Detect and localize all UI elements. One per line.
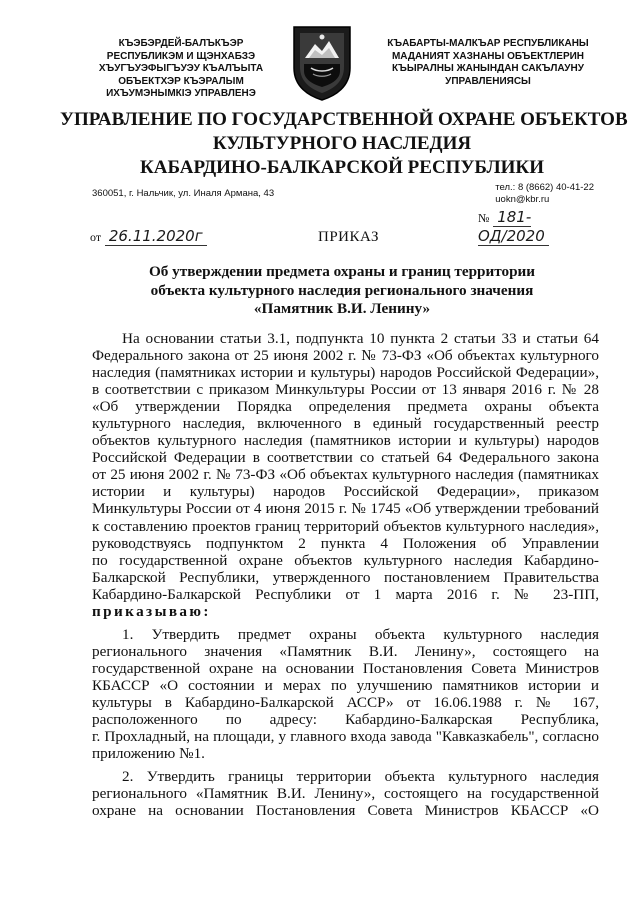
- text-line: 2. Утвердить границы территории объекта культурного наследия: [122, 768, 599, 786]
- order-date: [90, 227, 207, 246]
- text-line: Федерального закона от 25 июня 2002 г. № 73-ФЗ «Об объектах культурного: [92, 347, 599, 365]
- text-line: по государственной охране объектов культурного наследия Кабардино-: [92, 551, 599, 569]
- email-address: uokn@kbr.ru: [495, 194, 550, 205]
- header-kabardian: [88, 38, 274, 101]
- text-line: в соответствии с приказом Минкультуры России от 13 января 2016 г. № 28: [92, 381, 599, 399]
- text-line: Минкультуры России от 4 июня 2015 г. № 1745 «Об утверждении требований: [92, 500, 599, 518]
- header-right-line: УПРАВЛЕНИЯСЫ: [445, 75, 531, 87]
- text-line: к составлению проектов границ территорий объектов культурного наследия»,: [92, 517, 599, 535]
- text-line: государственной охране на основании Постановления Совета Министров: [92, 659, 599, 677]
- decree-word-text: приказываю:: [92, 602, 211, 620]
- header-right-line: КЪЫРАЛНЫ ЖАНЫНДАН САКЪЛАУНУ: [392, 63, 584, 74]
- decree-word: [92, 603, 599, 620]
- item-1-paragraph: [92, 626, 599, 762]
- text-line: расположенного по адресу: Кабардино-Балкарская Республика,: [92, 711, 599, 729]
- subject-line: Об утверждении предмета охраны и границ территории: [148, 263, 536, 280]
- text-line: приложению №1.: [92, 745, 205, 763]
- header-left-line: РЕСПУБЛИКЭМ И ЩЭНХАБЗЭ: [106, 50, 256, 62]
- text-line: регионального значения «Памятник В.И. Ленину», состоящего на: [92, 642, 599, 660]
- order-heading: ПРИКАЗ: [318, 229, 379, 245]
- item-2-paragraph: [92, 768, 599, 819]
- contact-info: [495, 182, 594, 206]
- text-line: руководствуясь подпунктом 2 пункта 4 Положения об Управлении: [92, 534, 599, 552]
- text-line: от 25 июня 2002 г. № 73-ФЗ «Об объектах культурного наследия (памятниках: [92, 466, 599, 484]
- text-line: г. Прохладный, на площади, у главного входа завода "Кавказкабель", согласно: [92, 728, 599, 746]
- header-left-line: ХЪУГЪУЭФЫГЪУЭУ КЪАЛЪЫТА: [98, 63, 264, 74]
- text-line: объектов культурного наследия (памятников истории и культуры) народов: [92, 432, 599, 450]
- order-subject: [110, 263, 574, 319]
- text-line: Кабардино-Балкарской Республики от 1 марта 2016 г. № 23-ПП,: [92, 585, 599, 603]
- number-prefix: №: [478, 211, 490, 225]
- text-line: Балкарской Республики, утвержденного постановлением Правительства: [92, 568, 599, 586]
- text-line: истории и культуры) народов Российской Федерации», приказом: [92, 483, 599, 501]
- header-left-line: ИХЪУМЭНЫМКIЭ УПРАВЛЕНЭ: [106, 88, 256, 99]
- header-left-line: КЪЭБЭРДЕЙ-БАЛЪКЪЭР: [118, 38, 244, 49]
- org-title-line: КАБАРДИНО-БАЛКАРСКОЙ РЕСПУБЛИКИ: [139, 157, 544, 178]
- subject-line: объекта культурного наследия регионального значения: [150, 281, 534, 299]
- text-line: охране на основании Постановления Совета Министров КБАССР «О: [92, 802, 599, 820]
- text-line: культурного наследия, включенного в единый государственный реестр: [92, 415, 599, 433]
- order-number: [478, 208, 600, 246]
- header-left-line: ОБЪЕКТХЭР КЪЭРАЛЫМ: [118, 75, 244, 87]
- handwritten-number: 181-ОД/2020: [478, 208, 549, 246]
- text-line: «Об утверждении Порядка определения предмета охраны объекта: [92, 398, 599, 416]
- postal-address: 360051, г. Нальчик, ул. Иналя Армана, 43: [92, 188, 275, 199]
- date-prefix: от: [90, 230, 102, 244]
- text-line: культуры в Кабардино-Балкарской АССР» от 16.06.1988 г. № 167,: [92, 693, 599, 711]
- text-line: 1. Утвердить предмет охраны объекта культурного наследия: [122, 625, 599, 643]
- text-line: КБАССР «О состоянии и мерах по улучшению памятников истории и: [92, 676, 599, 694]
- text-line: Российской Федерации в соответствии со статьей 64 Федерального закона: [92, 449, 599, 467]
- organization-title: [60, 108, 628, 180]
- order-body: [92, 330, 599, 819]
- text-line: регионального «Памятник В.И. Ленину», состоящего на государственной: [92, 785, 599, 803]
- coat-of-arms-icon: [291, 24, 353, 102]
- subject-line: «Памятник В.И. Ленину»: [253, 300, 431, 317]
- header-right-line: МАДАНИЯТ ХАЗНАНЫ ОБЪЕКТЛЕРИН: [391, 50, 585, 62]
- handwritten-date: 26.11.2020г: [105, 227, 207, 246]
- text-line: На основании статьи 3.1, подпункта 10 пункта 2 статьи 33 и статьи 64: [122, 330, 599, 347]
- header-right-line: КЪАБАРТЫ-МАЛКЪАР РЕСПУБЛИКАНЫ: [387, 38, 589, 49]
- order-line: [90, 208, 600, 250]
- org-title-line: КУЛЬТУРНОГО НАСЛЕДИЯ: [212, 133, 472, 154]
- header-balkar: [378, 38, 598, 88]
- text-line: наследия (памятниках истории и культуры) народов Российской Федерации»,: [92, 364, 599, 382]
- org-title-line: УПРАВЛЕНИЕ ПО ГОСУДАРСТВЕННОЙ ОХРАНЕ ОБЪЕКТОВ: [60, 109, 628, 130]
- preamble-paragraph: [92, 330, 599, 620]
- phone-number: тел.: 8 (8662) 40-41-22: [495, 182, 594, 193]
